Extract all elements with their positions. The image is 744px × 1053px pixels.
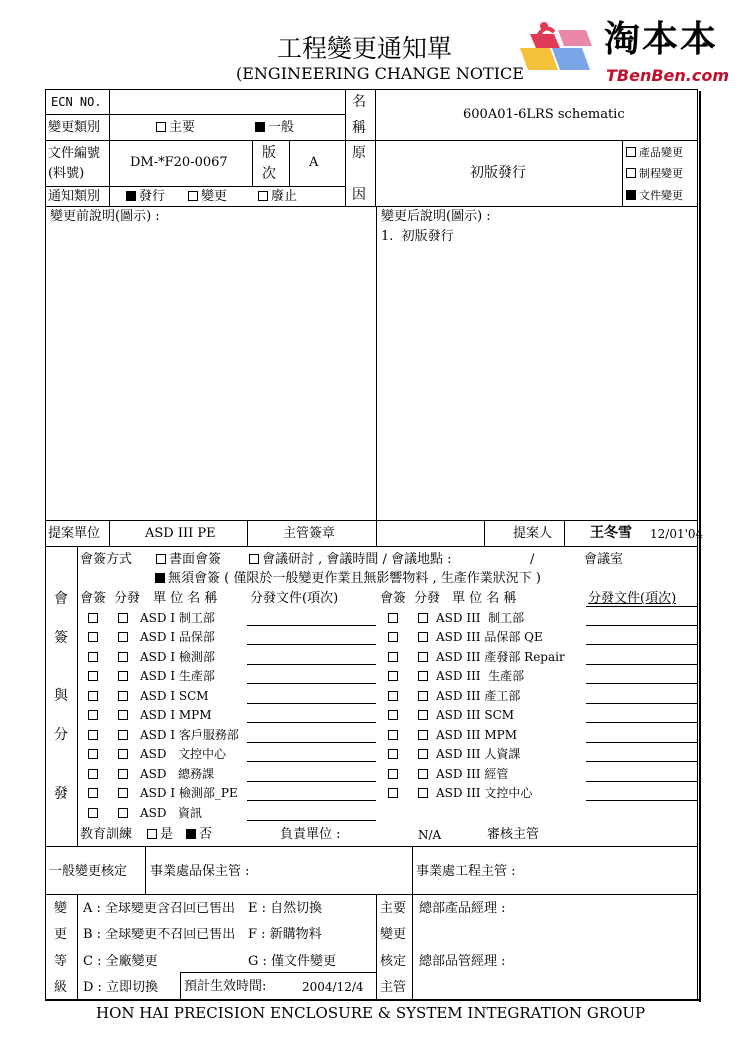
reason-label-2: 因 bbox=[352, 187, 366, 203]
list-item: ASD I MPM bbox=[88, 709, 212, 721]
logo-mark-icon bbox=[510, 18, 610, 88]
level-a: A : 全球變更含召回已售出 bbox=[83, 902, 236, 915]
major-side-1: 主要 bbox=[380, 901, 407, 916]
checkbox-icon[interactable] bbox=[258, 191, 268, 201]
checkbox-icon[interactable] bbox=[388, 710, 398, 720]
checkbox-icon[interactable] bbox=[388, 730, 398, 740]
checkbox-icon[interactable] bbox=[388, 652, 398, 662]
checkbox-checked-icon[interactable] bbox=[186, 829, 196, 839]
product-manager: 總部產品經理 : bbox=[419, 901, 506, 916]
checkbox-icon[interactable] bbox=[118, 808, 128, 818]
proposer-unit-value: ASD III PE bbox=[145, 526, 216, 541]
col-unit-right: 單 位 名 稱 bbox=[452, 591, 517, 606]
effective-date: 2004/12/4 bbox=[302, 980, 364, 994]
col-dist-left: 分發 bbox=[114, 591, 141, 606]
level-d: D : 立即切換 bbox=[83, 980, 159, 995]
method-label: 會簽方式 bbox=[80, 552, 133, 567]
checkbox-icon[interactable] bbox=[418, 788, 428, 798]
checkbox-icon[interactable] bbox=[147, 829, 157, 839]
training-label: 教育訓練 bbox=[80, 827, 133, 842]
checkbox-icon[interactable] bbox=[418, 652, 428, 662]
change-type-label: 變更類別 bbox=[48, 120, 101, 135]
checkbox-icon[interactable] bbox=[118, 710, 128, 720]
checkbox-icon[interactable] bbox=[388, 671, 398, 681]
list-item: ASD III 制工部 bbox=[388, 612, 524, 624]
checkbox-icon[interactable] bbox=[418, 691, 428, 701]
checkbox-icon[interactable] bbox=[88, 613, 98, 623]
list-item: ASD 總務課 bbox=[88, 768, 214, 780]
list-item: ASD III 生產部 bbox=[388, 670, 524, 682]
level-side-2: 更 bbox=[54, 927, 68, 942]
checkbox-icon[interactable] bbox=[118, 632, 128, 642]
signoff-side-1: 會 bbox=[54, 591, 68, 607]
checkbox-icon[interactable] bbox=[118, 730, 128, 740]
list-item: ASD I 生產部 bbox=[88, 670, 215, 682]
reason-label-1: 原 bbox=[352, 145, 366, 161]
doc-no-label-1: 文件編號 bbox=[48, 146, 101, 161]
name-label-1: 名 bbox=[352, 94, 366, 110]
list-item: ASD I 檢測部 bbox=[88, 651, 215, 663]
checkbox-icon[interactable] bbox=[118, 613, 128, 623]
level-c: C : 全廠變更 bbox=[83, 954, 158, 969]
method-written[interactable]: 書面會簽 bbox=[156, 553, 221, 566]
logo-text: 淘本本 bbox=[604, 19, 719, 60]
doc-no-label-2: (料號) bbox=[48, 166, 85, 181]
supervisor-sign-label: 主管簽章 bbox=[283, 526, 336, 541]
checkbox-icon[interactable] bbox=[388, 769, 398, 779]
after-content: 1. 初版發行 bbox=[381, 229, 454, 244]
checkbox-icon[interactable] bbox=[118, 652, 128, 662]
list-item: ASD III 人資課 bbox=[388, 748, 520, 760]
signoff-side-3: 與 bbox=[54, 688, 68, 704]
major-side-4: 主管 bbox=[380, 980, 407, 995]
checkbox-icon[interactable] bbox=[388, 691, 398, 701]
notice-type-label: 通知類別 bbox=[48, 189, 101, 204]
name-label-2: 稱 bbox=[352, 120, 366, 136]
version-value: A bbox=[309, 155, 319, 170]
checkbox-icon[interactable] bbox=[118, 671, 128, 681]
doc-no-value: DM-*F20-0067 bbox=[130, 155, 228, 170]
col-sign-left: 會簽 bbox=[80, 591, 107, 606]
version-label-2: 次 bbox=[262, 166, 276, 182]
major-side-2: 變更 bbox=[380, 927, 407, 942]
level-side-4: 級 bbox=[54, 980, 68, 995]
list-item: ASD III 文控中心 bbox=[388, 787, 532, 799]
list-item: ASD 資訊 bbox=[88, 807, 202, 819]
page-title: 工程變更通知單 bbox=[277, 34, 453, 63]
checkbox-icon[interactable] bbox=[418, 632, 428, 642]
checkbox-icon[interactable] bbox=[118, 788, 128, 798]
list-item: ASD I SCM bbox=[88, 690, 209, 702]
checkbox-icon[interactable] bbox=[118, 749, 128, 759]
notice-abolish[interactable]: 廢止 bbox=[258, 190, 297, 203]
checkbox-icon[interactable] bbox=[418, 710, 428, 720]
col-sign-right: 會簽 bbox=[380, 591, 407, 606]
checkbox-icon[interactable] bbox=[626, 147, 636, 157]
resp-unit-label: 負責單位 : bbox=[280, 827, 341, 842]
page-subtitle: (ENGINEERING CHANGE NOTICE bbox=[236, 64, 524, 83]
checkbox-icon[interactable] bbox=[156, 554, 166, 564]
level-f: F : 新購物料 bbox=[248, 927, 322, 942]
checkbox-icon[interactable] bbox=[188, 191, 198, 201]
checkbox-icon[interactable] bbox=[88, 632, 98, 642]
checkbox-icon[interactable] bbox=[88, 652, 98, 662]
reason-check-document[interactable]: 文件變更 bbox=[626, 190, 683, 201]
col-doc-right: 分發文件(項次) bbox=[588, 591, 677, 606]
eng-supervisor: 事業處工程主管 : bbox=[416, 864, 516, 879]
checkbox-icon[interactable] bbox=[388, 788, 398, 798]
level-g: G : 僅文件變更 bbox=[248, 954, 337, 969]
proposer-date: 12/01'04 bbox=[650, 527, 704, 541]
checkbox-checked-icon[interactable] bbox=[626, 190, 636, 200]
col-dist-right: 分發 bbox=[414, 591, 441, 606]
checkbox-icon[interactable] bbox=[88, 710, 98, 720]
proposer-label: 提案人 bbox=[513, 526, 553, 541]
signoff-side-5: 發 bbox=[54, 786, 68, 802]
version-label-1: 版 bbox=[262, 145, 276, 161]
checkbox-icon[interactable] bbox=[118, 691, 128, 701]
checkbox-icon[interactable] bbox=[388, 613, 398, 623]
checkbox-icon[interactable] bbox=[118, 769, 128, 779]
change-type-major[interactable]: 主要 bbox=[156, 121, 195, 134]
reason-check-product[interactable]: 產品變更 bbox=[626, 147, 683, 158]
name-value: 600A01-6LRS schematic bbox=[463, 107, 625, 122]
list-item: ASD III SCM bbox=[388, 709, 514, 721]
checkbox-icon[interactable] bbox=[88, 808, 98, 818]
checkbox-icon[interactable] bbox=[88, 788, 98, 798]
checkbox-icon[interactable] bbox=[418, 613, 428, 623]
checkbox-icon[interactable] bbox=[88, 730, 98, 740]
checkbox-icon[interactable] bbox=[388, 632, 398, 642]
col-unit-left: 單 位 名 稱 bbox=[153, 591, 218, 606]
method-meeting[interactable]: 會議研討 , 會議時間 / 會議地點 : bbox=[249, 553, 452, 566]
signoff-side-4: 分 bbox=[54, 727, 68, 743]
qa-supervisor: 事業處品保主管 : bbox=[150, 864, 250, 879]
checkbox-icon[interactable] bbox=[249, 554, 259, 564]
resp-unit-value: N/A bbox=[418, 828, 442, 842]
method-slash: / bbox=[530, 552, 535, 567]
reason-value: 初版發行 bbox=[470, 165, 526, 181]
checkbox-icon[interactable] bbox=[156, 122, 166, 132]
list-item: ASD I 制工部 bbox=[88, 612, 215, 624]
checkbox-icon[interactable] bbox=[418, 769, 428, 779]
col-doc-left: 分發文件(項次) bbox=[250, 591, 339, 606]
training-no[interactable]: 否 bbox=[186, 828, 212, 841]
ecn-label: ECN NO. bbox=[51, 95, 102, 109]
signoff-side-2: 簽 bbox=[54, 630, 68, 646]
level-e: E : 自然切換 bbox=[248, 901, 323, 916]
list-item: ASD III 產發部 Repair bbox=[388, 651, 565, 663]
list-item: ASD I 品保部 bbox=[88, 631, 215, 643]
major-side-3: 核定 bbox=[380, 954, 407, 969]
checkbox-icon[interactable] bbox=[626, 168, 636, 178]
checkbox-icon[interactable] bbox=[388, 749, 398, 759]
proposer-unit-label: 提案單位 bbox=[48, 526, 101, 541]
level-side-1: 變 bbox=[54, 901, 68, 916]
notice-change[interactable]: 變更 bbox=[188, 190, 227, 203]
checkbox-icon[interactable] bbox=[88, 671, 98, 681]
level-b: B : 全球變更不召回已售出 bbox=[83, 928, 236, 941]
change-type-general[interactable]: 一般 bbox=[255, 121, 294, 134]
checkbox-checked-icon[interactable] bbox=[126, 191, 136, 201]
checkbox-icon[interactable] bbox=[88, 769, 98, 779]
effective-label: 預計生效時間: bbox=[184, 979, 267, 994]
logo-url: TBenBen.com bbox=[606, 66, 730, 85]
logo bbox=[510, 14, 740, 90]
checkbox-icon[interactable] bbox=[418, 730, 428, 740]
reason-check-process[interactable]: 制程變更 bbox=[626, 168, 683, 179]
training-yes[interactable]: 是 bbox=[147, 828, 173, 841]
list-item: ASD I 客戶服務部 bbox=[88, 729, 239, 741]
no-sign-option[interactable]: 無須會簽 ( 僅限於一般變更作業且無影響物料 , 生產作業狀況下 ) bbox=[155, 572, 541, 585]
list-item: ASD III 產工部 bbox=[388, 690, 520, 702]
list-item: ASD III MPM bbox=[388, 729, 517, 741]
notice-issue[interactable]: 發行 bbox=[126, 190, 165, 203]
footer-company: HON HAI PRECISION ENCLOSURE & SYSTEM INTEGRATION GROUP bbox=[96, 1004, 646, 1022]
list-item: ASD I 檢測部_PE bbox=[88, 787, 238, 799]
checkbox-icon[interactable] bbox=[88, 691, 98, 701]
checkbox-checked-icon[interactable] bbox=[155, 573, 165, 583]
before-label: 變更前說明(圖示) : bbox=[50, 209, 160, 224]
level-side-3: 等 bbox=[54, 954, 68, 969]
list-item: ASD III 品保部 QE bbox=[388, 631, 543, 643]
checkbox-icon[interactable] bbox=[418, 671, 428, 681]
list-item: ASD III 經管 bbox=[388, 768, 508, 780]
checkbox-checked-icon[interactable] bbox=[255, 122, 265, 132]
meeting-room: 會議室 bbox=[584, 552, 624, 567]
qa-manager: 總部品管經理 : bbox=[419, 954, 506, 969]
checkbox-icon[interactable] bbox=[88, 749, 98, 759]
checkbox-icon[interactable] bbox=[418, 749, 428, 759]
general-approval-label: 一般變更核定 bbox=[49, 864, 128, 879]
list-item: ASD 文控中心 bbox=[88, 748, 226, 760]
review-supervisor: 審核主管 bbox=[487, 827, 540, 842]
after-label: 變更后說明(圖示) : bbox=[381, 209, 491, 224]
proposer-name: 王冬雪 bbox=[590, 525, 632, 541]
